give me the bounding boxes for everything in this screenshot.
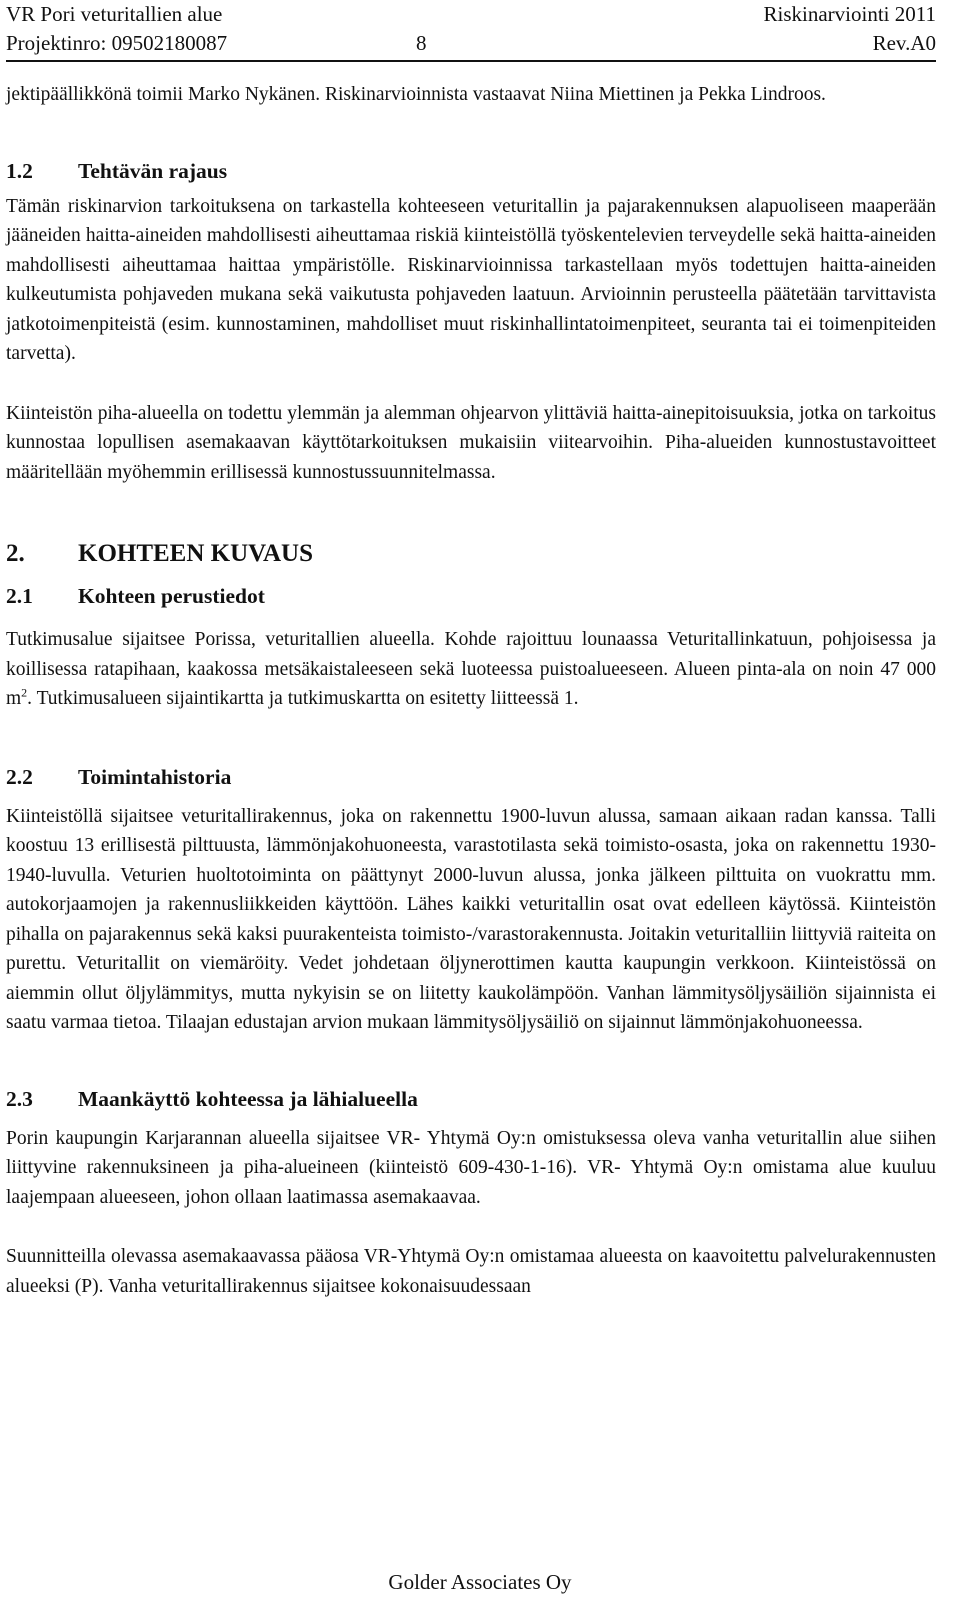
section-heading-2-2 — [6, 762, 936, 792]
header-page-number: 8 — [416, 31, 427, 55]
paragraph-1-2-scope: Tämän riskinarvion tarkoituksena on tarkastella kohteeseen veturitallin ja pajarakennuksen alapuoliseen maaperään jääneiden haitta-aineiden mahdollisesti aiheuttamaa riskiä kiinteistöllä työskentelevien terveydelle sekä haitta-aineiden mahdollisesti aiheuttamaa haittaa ympäristölle. Riskinarvioinnissa tarkastellaan myös todettujen haitta-aineiden kulkeutumista pohjaveden mukana sekä vaikutusta pohjaveden laatuun. Arvioinnin perusteella päätetään tarvittavista jatkotoimenpiteistä (esim. kunnostaminen, mahdolliset muut riskinhallintatoimenpiteet, seuranta tai ei toimenpiteiden tarvetta). — [6, 195, 936, 364]
page-footer — [0, 1568, 960, 1596]
section-title: Kohteen perustiedot — [78, 584, 265, 608]
header-project-name: VR Pori veturitallien alue — [6, 2, 223, 26]
chapter-title: KOHTEEN KUVAUS — [78, 540, 314, 567]
header-document-title: Riskinarviointi 2011 — [763, 2, 936, 26]
header-row-2 — [6, 29, 936, 58]
section-title: Toimintahistoria — [78, 764, 232, 789]
intro-paragraph: jektipäällikkönä toimii Marko Nykänen. Riskinarvioinnista vastaavat Niina Miettinen ja Pekka Lindroos. — [6, 84, 826, 105]
paragraph-2-1-basic-info — [6, 625, 936, 714]
section-heading-2-1 — [6, 581, 936, 611]
paragraph-2-3-land-use: Porin kaupungin Karjarannan alueella sijaitsee VR- Yhtymä Oy:n omistuksessa oleva vanha veturitallin alue siihen liittyvine rakennuksineen ja piha-alueineen (kiinteistö 609-430-1-16). VR- Yhtymä Oy:n omistama alue kuuluu laajempaan alueeseen, johon ollaan laatimassa asemakaavaa. — [6, 1127, 936, 1208]
chapter-number: 2. — [6, 540, 25, 567]
section-number: 1.2 — [6, 158, 33, 183]
header-revision: Rev.A0 — [872, 31, 936, 55]
header-project-number: Projektinro: 09502180087 — [6, 31, 228, 55]
chapter-heading-2 — [6, 537, 936, 571]
section-number: 2.1 — [6, 584, 33, 608]
text-part-a: Tutkimusalue sijaitsee Porissa, veturitallien alueella. Kohde rajoittuu lounaassa Veturitallinkatuun, pohjoisessa ja koillisessa ratapihaan, kaakossa metsäkaistaleeseen sekä luoteessa puistoalueeseen. Alueen pinta-ala on noin 47 000 m — [6, 629, 936, 709]
section-title: Tehtävän rajaus — [78, 158, 228, 183]
paragraph-2-3-zoning: Suunnitteilla olevassa asemakaavassa pääosa VR-Yhtymä Oy:n omistamaa alueesta on kaavoitettu palvelurakennusten alueeksi (P). Vanha veturitallirakennus sijaitsee kokonaisuudessaan — [6, 1246, 936, 1297]
document-body — [6, 80, 936, 1301]
section-number: 2.2 — [6, 764, 33, 789]
page-header — [6, 0, 936, 62]
header-row-1 — [6, 0, 936, 29]
section-title: Maankäyttö kohteessa ja lähialueella — [78, 1086, 418, 1111]
footer-company: Golder Associates Oy — [388, 1570, 572, 1594]
paragraph-1-2-yard: Kiinteistön piha-alueella on todettu ylemmän ja alemman ohjearvon ylittäviä haitta-ainepitoisuuksia, jotka on tarkoitus kunnostaa lopullisen asemakaavan käyttötarkoituksen mukaisiin viitearvoihin. Piha-alueiden kunnostustavoitteet määritellään myöhemmin erillisessä kunnostussuunnitelmassa. — [6, 402, 936, 483]
section-number: 2.3 — [6, 1086, 33, 1111]
section-heading-2-3 — [6, 1084, 936, 1114]
section-heading-1-2 — [6, 156, 936, 186]
superscript-2: 2 — [21, 685, 28, 700]
paragraph-2-2-history: Kiinteistöllä sijaitsee veturitallirakennus, joka on rakennettu 1900-luvun alussa, samaan aikaan radan kanssa. Talli koostuu 13 erillisestä pilttuusta, lämmönjakohuoneesta, varastotilasta sekä toimisto-osasta, joka on rakennettu 1930-1940-luvulla. Veturien huoltotoiminta on päättynyt 2000-luvun alussa, jonka jälkeen pilttuita on vuokrattu mm. autokorjaamojen ja rakennusliikkeiden käyttöön. Lähes kaikki veturitallin osat ovat edelleen käytössä. Kiinteistön pihalla on pajarakennus sekä kaksi puurakenteista toimisto-/varastorakennusta. Joitakin veturitalliin liittyviä raiteita on purettu. Veturitallit on viemäröity. Vedet johdetaan öljynerottimen kautta kaupungin verkkoon. Kiinteistössä on aiemmin ollut öljylämmitys, mutta nykyisin se on liitetty kaukolämpöön. Vanhan lämmitysöljysäiliön sijainnista ei saatu varmaa tietoa. Tilaajan edustajan arvion mukaan lämmitysöljysäiliö on sijainnut lämmönjakohuoneessa. — [6, 805, 936, 1033]
text-part-b: . Tutkimusalueen sijaintikartta ja tutkimuskartta on esitetty liitteessä 1. — [27, 688, 579, 709]
